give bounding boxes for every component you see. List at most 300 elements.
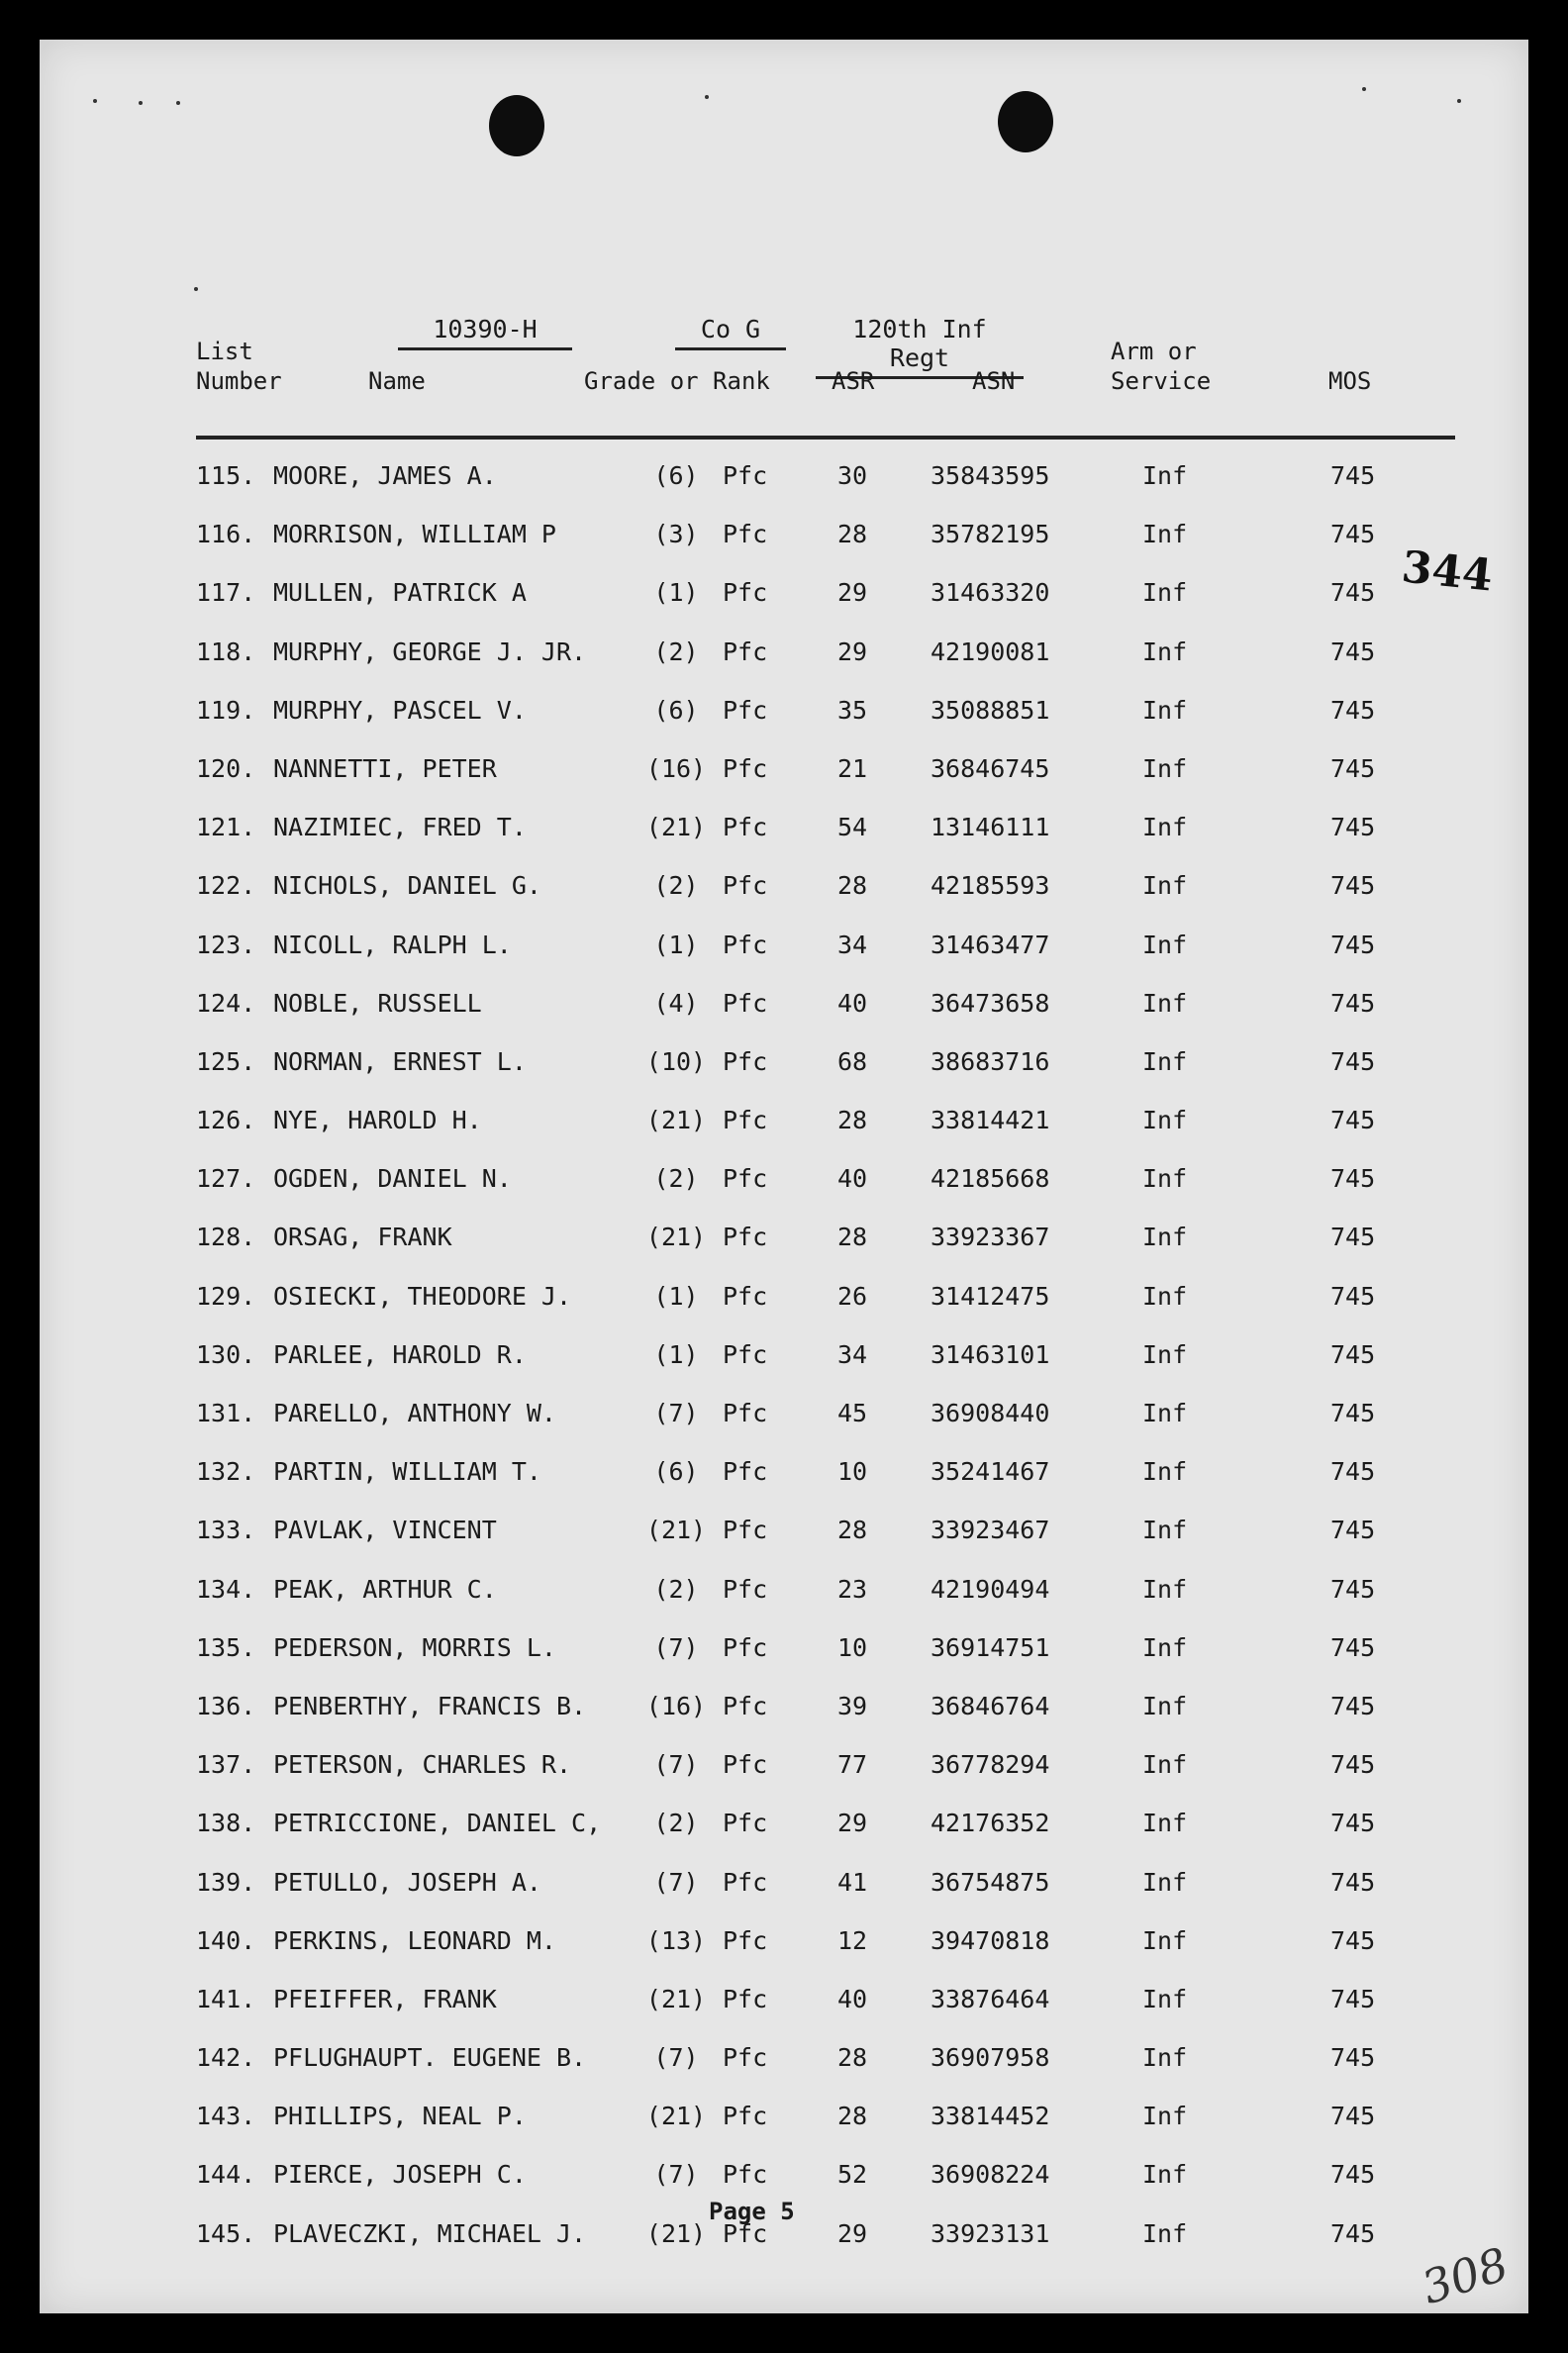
table-row <box>40 2219 1528 2278</box>
table-row <box>40 1399 1528 1457</box>
table-row <box>40 461 1528 520</box>
grade: (21) <box>645 1516 707 1545</box>
mos-code: 745 <box>1330 2160 1376 2190</box>
asr-score: 29 <box>836 1809 868 1838</box>
serial-number: 31463477 <box>931 930 1050 959</box>
mos-code: 745 <box>1330 1339 1376 1369</box>
soldier-name: ORSAG, FRANK <box>273 1223 452 1252</box>
soldier-name: MOORE, JAMES A. <box>273 461 497 490</box>
mos-code: 745 <box>1330 695 1376 725</box>
list-number: 117. <box>196 578 256 608</box>
table-row <box>40 931 1528 989</box>
asr-score: 52 <box>836 2160 868 2190</box>
arm-service: Inf <box>1142 1281 1188 1311</box>
soldier-name: PEAK, ARTHUR C. <box>273 1574 497 1604</box>
grade: (10) <box>645 1046 707 1076</box>
rank: Pfc <box>723 813 768 842</box>
soldier-name: NICOLL, RALPH L. <box>273 930 512 959</box>
mos-code: 745 <box>1330 1750 1376 1780</box>
grade: (1) <box>653 578 699 608</box>
serial-number: 31463320 <box>931 578 1050 608</box>
list-number: 135. <box>196 1632 256 1662</box>
table-row <box>40 1985 1528 2043</box>
grade: (2) <box>653 637 699 666</box>
document-page <box>40 40 1528 2313</box>
list-number: 140. <box>196 1925 256 1955</box>
pencil-number: 308 <box>1415 2236 1516 2315</box>
serial-number: 35843595 <box>931 461 1050 490</box>
table-row <box>40 696 1528 754</box>
serial-number: 33923467 <box>931 1516 1050 1545</box>
mos-code: 745 <box>1330 871 1376 901</box>
serial-number: 33814452 <box>931 2102 1050 2131</box>
arm-service: Inf <box>1142 1164 1188 1194</box>
table-row <box>40 1282 1528 1340</box>
soldier-name: MURPHY, PASCEL V. <box>273 695 527 725</box>
speck <box>139 101 143 105</box>
list-number: 123. <box>196 930 256 959</box>
asr-score: 23 <box>836 1574 868 1604</box>
rank: Pfc <box>723 1164 768 1194</box>
soldier-name: NYE, HAROLD H. <box>273 1106 482 1135</box>
arm-service: Inf <box>1142 2218 1188 2248</box>
grade: (1) <box>653 930 699 959</box>
table-row <box>40 1164 1528 1223</box>
table-row <box>40 1926 1528 1985</box>
asr-score: 34 <box>836 930 868 959</box>
serial-number: 31463101 <box>931 1339 1050 1369</box>
serial-number: 35088851 <box>931 695 1050 725</box>
mos-code: 745 <box>1330 1399 1376 1427</box>
arm-service: Inf <box>1142 1339 1188 1369</box>
serial-number: 13146111 <box>931 813 1050 842</box>
table-row <box>40 989 1528 1047</box>
soldier-name: PETRICCIONE, DANIEL C, <box>273 1809 602 1838</box>
rank: Pfc <box>723 1750 768 1780</box>
table-row <box>40 1575 1528 1633</box>
grade: (21) <box>645 2102 707 2131</box>
grade: (7) <box>653 1750 699 1780</box>
asr-score: 41 <box>836 1867 868 1897</box>
soldier-name: NOBLE, RUSSELL <box>273 988 482 1018</box>
rank: Pfc <box>723 461 768 490</box>
grade: (7) <box>653 2043 699 2073</box>
rank: Pfc <box>723 2218 768 2248</box>
rank: Pfc <box>723 1399 768 1427</box>
rank: Pfc <box>723 2102 768 2131</box>
document-number: 10390-H <box>398 315 572 350</box>
serial-number: 33876464 <box>931 1984 1050 2013</box>
soldier-name: PAVLAK, VINCENT <box>273 1516 497 1545</box>
arm-service: Inf <box>1142 1457 1188 1487</box>
col-name: Name <box>368 367 426 395</box>
list-number: 129. <box>196 1281 256 1311</box>
grade: (16) <box>645 753 707 783</box>
rank: Pfc <box>723 1106 768 1135</box>
rank: Pfc <box>723 1925 768 1955</box>
soldier-name: MORRISON, WILLIAM P <box>273 520 556 549</box>
soldier-name: PETULLO, JOSEPH A. <box>273 1867 541 1897</box>
page-number: Page 5 <box>709 2198 795 2225</box>
rank: Pfc <box>723 2043 768 2073</box>
rank: Pfc <box>723 2160 768 2190</box>
arm-service: Inf <box>1142 1925 1188 1955</box>
mos-code: 745 <box>1330 2043 1376 2073</box>
speck <box>1362 87 1366 91</box>
soldier-name: PIERCE, JOSEPH C. <box>273 2160 527 2190</box>
asr-score: 35 <box>836 695 868 725</box>
table-row <box>40 1692 1528 1750</box>
arm-service: Inf <box>1142 988 1188 1018</box>
list-number: 141. <box>196 1984 256 2013</box>
list-number: 136. <box>196 1691 256 1720</box>
list-number: 116. <box>196 520 256 549</box>
list-number: 126. <box>196 1106 256 1135</box>
asr-score: 39 <box>836 1691 868 1720</box>
mos-code: 745 <box>1330 637 1376 666</box>
asr-score: 30 <box>836 461 868 490</box>
grade: (7) <box>653 1399 699 1427</box>
speck <box>1457 99 1461 103</box>
serial-number: 36754875 <box>931 1867 1050 1897</box>
rank: Pfc <box>723 1809 768 1838</box>
soldier-name: MURPHY, GEORGE J. JR. <box>273 637 587 666</box>
asr-score: 12 <box>836 1925 868 1955</box>
grade: (6) <box>653 461 699 490</box>
asr-score: 40 <box>836 1164 868 1194</box>
col-mos: MOS <box>1328 367 1372 395</box>
mos-code: 745 <box>1330 2102 1376 2131</box>
grade: (2) <box>653 871 699 901</box>
asr-score: 29 <box>836 637 868 666</box>
asr-score: 77 <box>836 1750 868 1780</box>
list-number: 120. <box>196 753 256 783</box>
rank: Pfc <box>723 1339 768 1369</box>
mos-code: 745 <box>1330 930 1376 959</box>
mos-code: 745 <box>1330 1809 1376 1838</box>
rank: Pfc <box>723 695 768 725</box>
grade: (21) <box>645 1106 707 1135</box>
mos-code: 745 <box>1330 1925 1376 1955</box>
speck <box>705 95 709 99</box>
asr-score: 34 <box>836 1339 868 1369</box>
list-number: 139. <box>196 1867 256 1897</box>
list-number: 134. <box>196 1574 256 1604</box>
mos-code: 745 <box>1330 1457 1376 1487</box>
asr-score: 40 <box>836 1984 868 2013</box>
asr-score: 28 <box>836 871 868 901</box>
grade: (13) <box>645 1925 707 1955</box>
mos-code: 745 <box>1330 461 1376 490</box>
grade: (6) <box>653 1457 699 1487</box>
arm-service: Inf <box>1142 637 1188 666</box>
col-asn: ASN <box>972 367 1016 395</box>
mos-code: 745 <box>1330 1164 1376 1194</box>
grade: (7) <box>653 1632 699 1662</box>
arm-service: Inf <box>1142 930 1188 959</box>
arm-service: Inf <box>1142 461 1188 490</box>
soldier-name: PFEIFFER, FRANK <box>273 1984 497 2013</box>
arm-service: Inf <box>1142 695 1188 725</box>
col-list-number: List Number <box>196 338 282 395</box>
col-arm-service: Arm or Service <box>1111 338 1212 395</box>
mos-code: 745 <box>1330 1223 1376 1252</box>
serial-number: 36908224 <box>931 2160 1050 2190</box>
soldier-name: PETERSON, CHARLES R. <box>273 1750 572 1780</box>
grade: (2) <box>653 1164 699 1194</box>
mos-code: 745 <box>1330 1046 1376 1076</box>
col-grade-rank: Grade or Rank <box>584 367 770 395</box>
roster-table <box>40 461 1528 2278</box>
list-number: 137. <box>196 1750 256 1780</box>
arm-service: Inf <box>1142 520 1188 549</box>
table-row <box>40 754 1528 813</box>
table-row <box>40 871 1528 930</box>
punch-hole-right <box>998 91 1053 152</box>
grade: (1) <box>653 1281 699 1311</box>
soldier-name: PARELLO, ANTHONY W. <box>273 1399 556 1427</box>
asr-score: 28 <box>836 1106 868 1135</box>
asr-score: 28 <box>836 520 868 549</box>
mos-code: 745 <box>1330 578 1376 608</box>
list-number: 138. <box>196 1809 256 1838</box>
serial-number: 36914751 <box>931 1632 1050 1662</box>
asr-score: 29 <box>836 578 868 608</box>
grade: (2) <box>653 1809 699 1838</box>
arm-service: Inf <box>1142 2160 1188 2190</box>
soldier-name: PENBERTHY, FRANCIS B. <box>273 1691 587 1720</box>
asr-score: 28 <box>836 1223 868 1252</box>
list-number: 128. <box>196 1223 256 1252</box>
list-number: 122. <box>196 871 256 901</box>
asr-score: 45 <box>836 1399 868 1427</box>
serial-number: 42190081 <box>931 637 1050 666</box>
arm-service: Inf <box>1142 1574 1188 1604</box>
arm-service: Inf <box>1142 1750 1188 1780</box>
serial-number: 35241467 <box>931 1457 1050 1487</box>
rank: Pfc <box>723 637 768 666</box>
mos-code: 745 <box>1330 813 1376 842</box>
asr-score: 29 <box>836 2218 868 2248</box>
table-row <box>40 813 1528 871</box>
table-row <box>40 1633 1528 1692</box>
asr-score: 10 <box>836 1457 868 1487</box>
arm-service: Inf <box>1142 1106 1188 1135</box>
mos-code: 745 <box>1330 2218 1376 2248</box>
soldier-name: NICHOLS, DANIEL G. <box>273 871 541 901</box>
serial-number: 36778294 <box>931 1750 1050 1780</box>
soldier-name: NANNETTI, PETER <box>273 753 497 783</box>
grade: (7) <box>653 2160 699 2190</box>
list-number: 118. <box>196 637 256 666</box>
serial-number: 42185593 <box>931 871 1050 901</box>
soldier-name: OGDEN, DANIEL N. <box>273 1164 512 1194</box>
grade: (21) <box>645 2218 707 2248</box>
asr-score: 10 <box>836 1632 868 1662</box>
rank: Pfc <box>723 578 768 608</box>
soldier-name: PHILLIPS, NEAL P. <box>273 2102 527 2131</box>
serial-number: 36907958 <box>931 2043 1050 2073</box>
soldier-name: NAZIMIEC, FRED T. <box>273 813 527 842</box>
serial-number: 31412475 <box>931 1281 1050 1311</box>
asr-score: 40 <box>836 988 868 1018</box>
speck <box>194 287 198 291</box>
list-number: 121. <box>196 813 256 842</box>
arm-service: Inf <box>1142 1632 1188 1662</box>
rank: Pfc <box>723 871 768 901</box>
table-row <box>40 578 1528 637</box>
soldier-name: PARLEE, HAROLD R. <box>273 1339 527 1369</box>
serial-number: 39470818 <box>931 1925 1050 1955</box>
asr-score: 28 <box>836 2043 868 2073</box>
serial-number: 38683716 <box>931 1046 1050 1076</box>
punch-hole-left <box>489 95 544 156</box>
arm-service: Inf <box>1142 1867 1188 1897</box>
arm-service: Inf <box>1142 2043 1188 2073</box>
table-row <box>40 2102 1528 2160</box>
rank: Pfc <box>723 1046 768 1076</box>
rank: Pfc <box>723 1984 768 2013</box>
arm-service: Inf <box>1142 753 1188 783</box>
arm-service: Inf <box>1142 1984 1188 2013</box>
rank: Pfc <box>723 520 768 549</box>
soldier-name: NORMAN, ERNEST L. <box>273 1046 527 1076</box>
mos-code: 745 <box>1330 1106 1376 1135</box>
grade: (4) <box>653 988 699 1018</box>
soldier-name: PLAVECZKI, MICHAEL J. <box>273 2218 587 2248</box>
list-number: 145. <box>196 2218 256 2248</box>
table-row <box>40 2043 1528 2102</box>
list-number: 142. <box>196 2043 256 2073</box>
grade: (21) <box>645 813 707 842</box>
mos-code: 745 <box>1330 1632 1376 1662</box>
rank: Pfc <box>723 1867 768 1897</box>
arm-service: Inf <box>1142 1046 1188 1076</box>
table-row <box>40 1868 1528 1926</box>
soldier-name: PERKINS, LEONARD M. <box>273 1925 556 1955</box>
soldier-name: PFLUGHAUPT. EUGENE B. <box>273 2043 587 2073</box>
company-label: Co G <box>675 315 786 350</box>
col-asr: ASR <box>832 367 875 395</box>
asr-score: 21 <box>836 753 868 783</box>
serial-number: 36908440 <box>931 1399 1050 1427</box>
serial-number: 36846764 <box>931 1691 1050 1720</box>
rank: Pfc <box>723 1691 768 1720</box>
grade: (21) <box>645 1223 707 1252</box>
arm-service: Inf <box>1142 2102 1188 2131</box>
list-number: 144. <box>196 2160 256 2190</box>
table-row <box>40 1809 1528 1867</box>
table-row <box>40 1516 1528 1574</box>
rank: Pfc <box>723 1457 768 1487</box>
asr-score: 54 <box>836 813 868 842</box>
asr-score: 68 <box>836 1046 868 1076</box>
soldier-name: OSIECKI, THEODORE J. <box>273 1281 572 1311</box>
rank: Pfc <box>723 1516 768 1545</box>
serial-number: 36473658 <box>931 988 1050 1018</box>
grade: (7) <box>653 1867 699 1897</box>
serial-number: 42190494 <box>931 1574 1050 1604</box>
arm-service: Inf <box>1142 1223 1188 1252</box>
table-row <box>40 1457 1528 1516</box>
serial-number: 33814421 <box>931 1106 1050 1135</box>
serial-number: 35782195 <box>931 520 1050 549</box>
mos-code: 745 <box>1330 1867 1376 1897</box>
regiment-label: 120th Inf Regt <box>816 315 1024 379</box>
list-number: 127. <box>196 1164 256 1194</box>
speck <box>176 101 180 105</box>
grade: (6) <box>653 695 699 725</box>
list-number: 133. <box>196 1516 256 1545</box>
list-number: 130. <box>196 1339 256 1369</box>
arm-service: Inf <box>1142 813 1188 842</box>
serial-number: 42176352 <box>931 1809 1050 1838</box>
list-number: 131. <box>196 1399 256 1427</box>
table-row <box>40 1340 1528 1399</box>
header-rule <box>196 436 1455 440</box>
arm-service: Inf <box>1142 1399 1188 1427</box>
asr-score: 26 <box>836 1281 868 1311</box>
mos-code: 745 <box>1330 1691 1376 1720</box>
arm-service: Inf <box>1142 1691 1188 1720</box>
rank: Pfc <box>723 988 768 1018</box>
table-row <box>40 1750 1528 1809</box>
mos-code: 745 <box>1330 988 1376 1018</box>
soldier-name: PEDERSON, MORRIS L. <box>273 1632 556 1662</box>
mos-code: 745 <box>1330 1984 1376 2013</box>
mos-code: 745 <box>1330 1574 1376 1604</box>
serial-number: 36846745 <box>931 753 1050 783</box>
table-row <box>40 1223 1528 1281</box>
rank: Pfc <box>723 1281 768 1311</box>
list-number: 124. <box>196 988 256 1018</box>
mos-code: 745 <box>1330 520 1376 549</box>
list-number: 119. <box>196 695 256 725</box>
table-row <box>40 1106 1528 1164</box>
grade: (16) <box>645 1691 707 1720</box>
mos-code: 745 <box>1330 753 1376 783</box>
mos-code: 745 <box>1330 1516 1376 1545</box>
arm-service: Inf <box>1142 1516 1188 1545</box>
stamp-number: 344 <box>1399 541 1496 602</box>
grade: (2) <box>653 1574 699 1604</box>
table-row <box>40 520 1528 578</box>
mos-code: 745 <box>1330 1281 1376 1311</box>
table-row <box>40 1047 1528 1106</box>
serial-number: 42185668 <box>931 1164 1050 1194</box>
list-number: 125. <box>196 1046 256 1076</box>
soldier-name: MULLEN, PATRICK A <box>273 578 527 608</box>
list-number: 143. <box>196 2102 256 2131</box>
rank: Pfc <box>723 930 768 959</box>
speck <box>93 99 97 103</box>
arm-service: Inf <box>1142 1809 1188 1838</box>
grade: (1) <box>653 1339 699 1369</box>
rank: Pfc <box>723 1223 768 1252</box>
serial-number: 33923131 <box>931 2218 1050 2248</box>
grade: (3) <box>653 520 699 549</box>
table-row <box>40 637 1528 696</box>
list-number: 115. <box>196 461 256 490</box>
list-number: 132. <box>196 1457 256 1487</box>
rank: Pfc <box>723 1632 768 1662</box>
grade: (21) <box>645 1984 707 2013</box>
arm-service: Inf <box>1142 578 1188 608</box>
serial-number: 33923367 <box>931 1223 1050 1252</box>
rank: Pfc <box>723 753 768 783</box>
asr-score: 28 <box>836 2102 868 2131</box>
arm-service: Inf <box>1142 871 1188 901</box>
